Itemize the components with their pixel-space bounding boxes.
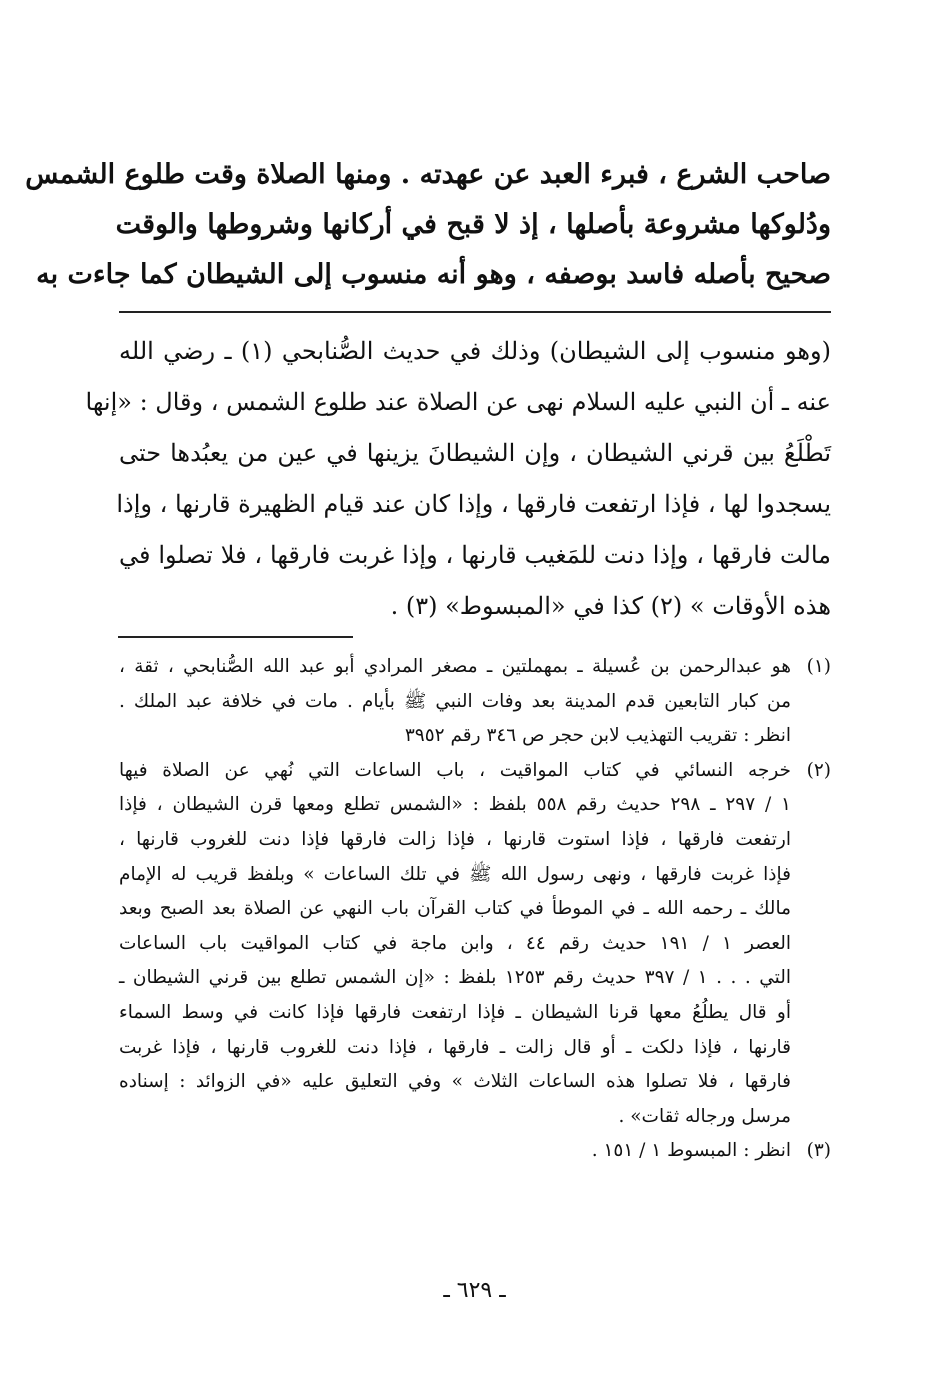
footnote-line: مالك ـ رحمه الله ـ في الموطأ في كتاب القرآن باب النهي عن الصلاة بعد الصبح وبعد	[119, 898, 791, 920]
footnote-line: هو عبدالرحمن بن عُسيلة ـ بمهملتين ـ مصغر المرادي أبو عبد الله الصُّنابحي ، ثقة ،	[119, 656, 791, 677]
commentary-block	[85, 326, 831, 632]
commentary-line: (وهو منسوب إلى الشيطان) وذلك في حديث الصُّنابحي (١) ـ رضي الله	[119, 337, 831, 365]
footnote-number: (٣)	[806, 1140, 831, 1162]
footnote-3	[119, 1134, 831, 1169]
footnote-line: مرسل ورجاله ثقات» .	[618, 1105, 791, 1127]
commentary-line: مالت فارقها ، وإذا دنت للمَغيب قارنها ، وإذا غربت فارقها ، فلا تصلوا في	[119, 541, 831, 569]
footnote-line: التي . . . ١ / ٣٩٧ حديث رقم ١٢٥٣ بلفظ : «إن الشمس تطلع بين قرني الشيطان ـ	[119, 967, 791, 989]
main-text-line: صاحب الشرع ، فبرء العبد عن عهدته . ومنها الصلاة وقت طلوع الشمس	[25, 159, 831, 190]
footnote-line: العصر ١ / ١٩١ حديث رقم ٤٤ ، وابن ماجة في كتاب المواقيت باب الساعات	[119, 932, 791, 954]
commentary-line: هذه الأوقات » (٢) كذا في «المبسوط» (٣) .	[390, 592, 831, 620]
footnote-line: أو قال يطلُعُ معها قرنا الشيطان ـ فإذا ارتفعت فارقها فإذا كانت في وسط السماء	[119, 1001, 791, 1023]
footnote-line: من كبار التابعين قدم المدينة بعد وفات النبي ﷺ بأيام . مات في خلافة عبد الملك .	[119, 690, 791, 712]
footnote-number: (٢)	[806, 759, 831, 781]
footnote-line: انظر : تقريب التهذيب لابن حجر ص ٣٤٦ رقم ٣٩٥٢	[404, 725, 791, 747]
page-number: ـ ٦٢٩ ـ	[443, 1278, 506, 1303]
footnote-line: فارقها ، فلا تصلوا هذه الساعات الثلاث » وفي التعليق عليه «في الزوائد : إسناده	[119, 1071, 791, 1093]
main-text-block	[25, 150, 831, 300]
footnote-line: خرجه النسائي في كتاب المواقيت ، باب الساعات التي نُهي عن الصلاة فيها	[119, 759, 791, 781]
footnote-line: انظر : المبسوط ١ / ١٥١ .	[591, 1140, 791, 1162]
footnote-1	[119, 650, 831, 754]
footnote-line: فإذا غربت فارقها ، ونهى رسول الله ﷺ في تلك الساعات » وبلفظ قريب له الإمام	[119, 863, 791, 885]
footnotes-divider	[118, 636, 353, 638]
footnote-line: ارتفعت فارقها ، فإذا استوت قارنها ، فإذا زالت فارقها فإذا دنت للغروب قارنها ،	[119, 828, 791, 850]
main-text-divider	[119, 311, 831, 313]
footnote-line: قارنها ، فإذا دلكت ـ أو قال زالت ـ فارقها ، فإذا دنت للغروب قارنها ، فإذا غربت	[119, 1036, 791, 1058]
footnotes-block	[119, 650, 831, 1169]
main-text-line: ودُلوكها مشروعة بأصلها ، إذ لا قبح في أركانها وشروطها والوقت	[115, 209, 831, 240]
footnote-line: ١ / ٢٩٧ ـ ٢٩٨ حديث رقم ٥٥٨ بلفظ : «الشمس تطلع ومعها قرن الشيطان ، فإذا	[119, 794, 791, 816]
main-text-line: صحيح بأصله فاسد بوصفه ، وهو أنه منسوب إلى الشيطان كما جاءت به	[36, 259, 831, 290]
commentary-line: عنه ـ أن النبي عليه السلام نهى عن الصلاة عند طلوع الشمس ، وقال : «إنها	[85, 388, 831, 416]
commentary-line: يسجدوا لها ، فإذا ارتفعت فارقها ، وإذا كان عند قيام الظهيرة قارنها ، وإذا	[116, 490, 831, 518]
commentary-line: تَطْلَعُ بين قرني الشيطان ، وإن الشيطانَ يزينها في عين من يعبُدها حتى	[119, 439, 831, 467]
footnote-number: (١)	[806, 656, 831, 677]
footnote-2	[119, 754, 831, 1135]
